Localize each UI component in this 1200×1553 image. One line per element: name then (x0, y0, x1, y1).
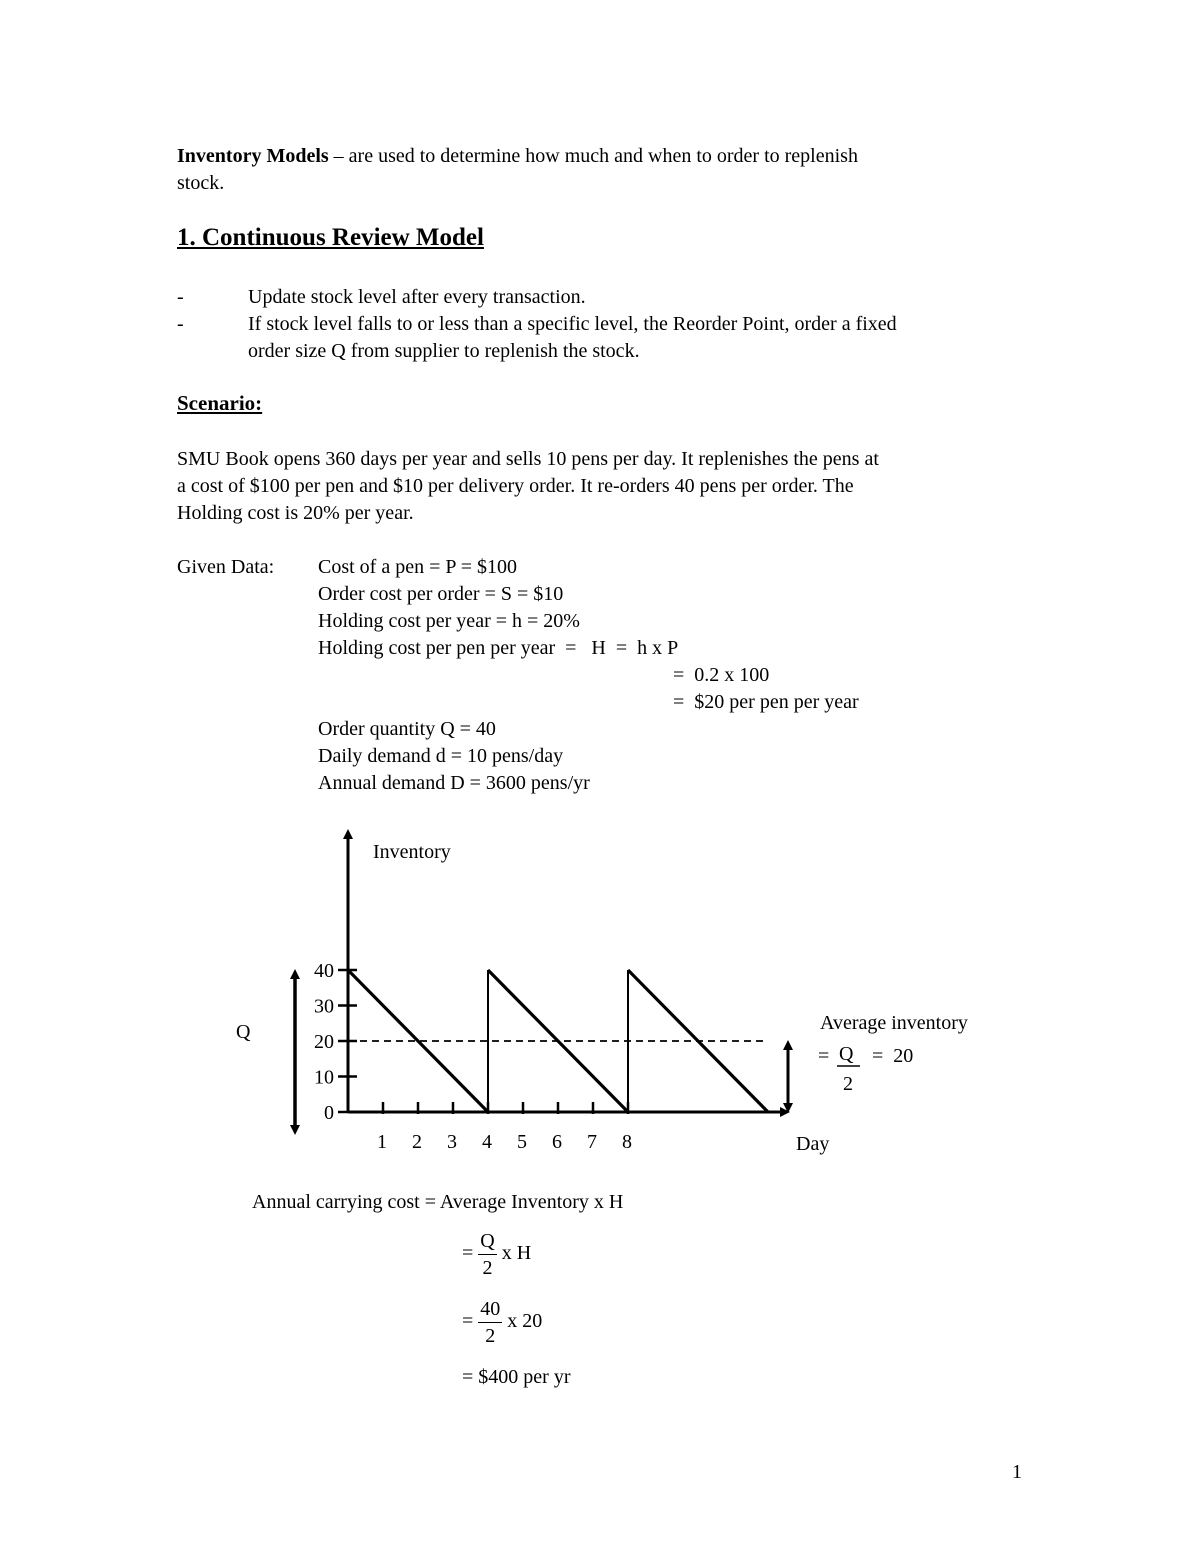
chart-marks (295, 970, 788, 1130)
x-axis-label: Day (796, 1133, 830, 1155)
x-tick-label-3: 3 (447, 1131, 457, 1153)
x-tick-label-4: 4 (482, 1131, 492, 1153)
avg-inventory-label: Average inventory (820, 1012, 968, 1034)
page-number: 1 (1012, 1461, 1022, 1483)
y-tick-label-0: 0 (324, 1102, 334, 1124)
bullet-dash-1: - (177, 286, 184, 308)
calc-step-2 (462, 1296, 542, 1349)
given-line-6: Daily demand d = 10 pens/day (318, 745, 564, 767)
y-tick-label-20: 20 (314, 1031, 334, 1053)
intro-line-2: stock. (177, 172, 225, 194)
calc-fraction-1-den: 2 (482, 1257, 493, 1279)
intro-text: – are used to determine how much and when to order to replenish (328, 145, 858, 167)
given-label: Given Data: (177, 556, 275, 578)
intro-bold-term: Inventory Models (177, 145, 329, 167)
y-tick-label-30: 30 (314, 995, 334, 1018)
inventory-chart (0, 820, 1200, 1180)
calc-fraction-1-num: Q (478, 1228, 496, 1255)
avg-fraction-num: Q (839, 1043, 854, 1065)
chart-axes (348, 834, 785, 1112)
x-tick-label-2: 2 (412, 1131, 422, 1153)
given-cont-1: = 0.2 x 100 (673, 664, 770, 686)
calc-fraction-2-num: 40 (478, 1296, 502, 1323)
x-tick-label-6: 6 (552, 1131, 562, 1153)
calc-fraction-2 (478, 1296, 502, 1349)
avg-result: = 20 (872, 1045, 914, 1067)
calc-step-1 (462, 1228, 531, 1281)
given-cont-2: = $20 per pen per year (673, 691, 859, 713)
calc-fraction-1 (478, 1228, 496, 1281)
y-tick-label-40: 40 (314, 960, 334, 982)
y-axis-label: Inventory (373, 841, 451, 863)
scenario-heading: Scenario: (177, 391, 263, 415)
depletion-segment-0 (348, 970, 488, 1112)
given-line-7: Annual demand D = 3600 pens/yr (318, 772, 590, 794)
calc-eq-2: = (462, 1310, 474, 1333)
given-line-3: Holding cost per year = h = 20% (318, 610, 580, 632)
section-heading: 1. Continuous Review Model (177, 224, 484, 251)
intro-line-1 (177, 143, 858, 170)
calc-result: = $400 per yr (462, 1366, 571, 1388)
calc-eq-1: = (462, 1242, 474, 1265)
calc-fraction-2-den: 2 (485, 1325, 496, 1347)
x-tick-label-8: 8 (622, 1131, 632, 1153)
x-tick-label-7: 7 (587, 1131, 597, 1153)
bullet-dash-2: - (177, 313, 184, 335)
calc-tail-2: x 20 (507, 1310, 543, 1333)
scenario-line-2: a cost of $100 per pen and $10 per delivery order. It re-orders 40 pens per order. The (177, 475, 854, 497)
given-line-1: Cost of a pen = P = $100 (318, 556, 518, 578)
given-line-2: Order cost per order = S = $10 (318, 583, 564, 605)
calc-tail-1: x H (501, 1242, 532, 1265)
scenario-line-3: Holding cost is 20% per year. (177, 502, 414, 524)
bullet-2-line-2: order size Q from supplier to replenish the stock. (248, 340, 640, 362)
y-tick-label-10: 10 (314, 1066, 334, 1089)
chart-ticks (314, 960, 632, 1153)
avg-eq-sign: = (818, 1045, 830, 1067)
given-line-4: Holding cost per pen per year = H = h x P (318, 637, 679, 659)
x-tick-label-1: 1 (377, 1131, 387, 1153)
bullet-1-line-1: Update stock level after every transaction. (248, 286, 586, 308)
calc-line-1: Annual carrying cost = Average Inventory x H (252, 1191, 624, 1213)
given-line-5: Order quantity Q = 40 (318, 718, 496, 740)
q-label: Q (236, 1021, 251, 1043)
scenario-line-1: SMU Book opens 360 days per year and sells 10 pens per day. It replenishes the pens at (177, 448, 879, 470)
avg-fraction-den: 2 (843, 1073, 853, 1095)
bullet-2-line-1: If stock level falls to or less than a specific level, the Reorder Point, order a fixed (248, 313, 897, 335)
x-tick-label-5: 5 (517, 1131, 527, 1153)
